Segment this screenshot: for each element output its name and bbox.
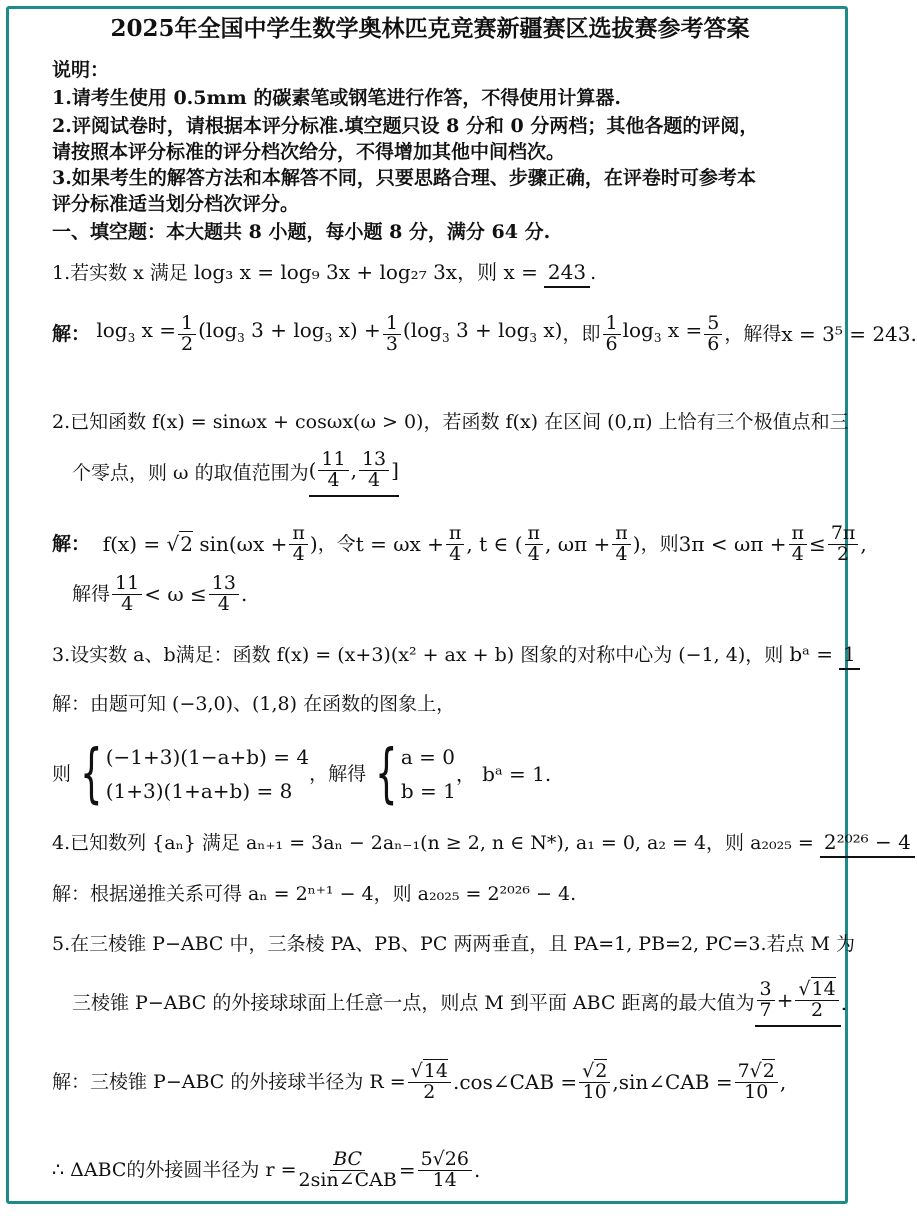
- q3-system: { (−1+3)(1−a+b) = 4 (1+3)(1+a+b) = 8: [80, 737, 310, 811]
- q1-solution: 解： $\log_3 x$ = $\frac{1}{2}$ ($\log_3$ $3 + \log_3 x$) + $\frac{1}{3}$ ($\log_3$ $3 + \log_3 x$) ，即 $\frac{1}{6}$ $\log_3 x$ = $\frac{5}{6}$ ，解得 x = 3⁵ = 243.: [52, 312, 917, 355]
- q2-answer: ( $\frac{11}{4}$ , $\frac{13}{4}$ ]: [309, 450, 399, 497]
- q1-answer: 243: [544, 258, 590, 288]
- q3-solution-1: 解：由题可知 (−3,0)、(1,8) 在函数的图象上，: [52, 693, 456, 715]
- note-3b: 评分标准适当划分档次评分。: [52, 193, 300, 215]
- q5-stem-b: 三棱锥 P−ABC 的外接球球面上任意一点，则点 M 到平面 ABC 距离的最大值为 $\frac{3}{7}$ + $\frac{√14}{2}$ .: [72, 980, 847, 1027]
- q1-equation: log₃ x = log₉ 3x + log₂₇ 3x，则 x =: [193, 260, 538, 284]
- q3-result-system: { a = 0 b = 1: [375, 737, 456, 811]
- q4-answer: 2²⁰²⁶ − 4: [820, 828, 915, 858]
- q4-stem: 4.已知数列 {aₙ} 满足 aₙ₊₁ = 3aₙ − 2aₙ₋₁(n ≥ 2, n ∈ N*), a₁ = 0, a₂ = 4，则 a₂₀₂₅ = 2²⁰²⁶ − 4: [52, 828, 915, 858]
- note-3a: 3.如果考生的解答方法和本解答不同，只要思路合理、步骤正确，在评卷时可参考本: [52, 167, 756, 189]
- note-2a: 2.评阅试卷时，请根据本评分标准.填空题只设 8 分和 0 分两档；其他各题的评阅，: [52, 115, 759, 137]
- q2-solution-2: 解得 $\frac{11}{4}$ < ω ≤ $\frac{13}{4}$ .: [72, 572, 248, 615]
- q5-stem-a: 5.在三棱锥 P−ABC 中，三条棱 PA、PB、PC 两两垂直，且 PA=1, PB=2, PC=3.若点 M 为: [52, 933, 856, 955]
- q5-solution-2: ∴ ΔABC的外接圆半径为 r = $\frac{BC}{\text{2sin∠CAB}}$ = $\frac{5√26}{14}$ .: [52, 1148, 481, 1191]
- note-2b: 请按照本评分标准的评分档次给分，不得增加其他中间档次。: [52, 141, 566, 163]
- q2-stem-a: 2.已知函数 f(x) = sinωx + cosωx(ω > 0)，若函数 f(x) 在区间 (0,π) 上恰有三个极值点和三: [52, 411, 849, 433]
- q1-stem: 1.若实数 x 满足 log₃ x = log₉ 3x + log₂₇ 3x，则 x = 243 .: [52, 258, 596, 288]
- note-1: 1.请考生使用 0.5mm 的碳素笔或钢笔进行作答，不得使用计算器.: [52, 87, 621, 109]
- q2-stem-b: 个零点，则 ω 的取值范围为 ( $\frac{11}{4}$ , $\frac{13}{4}$ ]: [72, 450, 399, 497]
- q5-solution-1: 解：三棱锥 P−ABC 的外接球半径为 R = $\frac{√14}{2}$ .cos∠CAB = $\frac{√2}{10}$ ,sin∠CAB = $\frac{7√2}{10}$ ,: [52, 1060, 787, 1103]
- q4-solution: 解：根据递推关系可得 aₙ = 2ⁿ⁺¹ − 4，则 a₂₀₂₅ = 2²⁰²⁶ − 4.: [52, 883, 577, 905]
- q3-solution-2: 则 { (−1+3)(1−a+b) = 4 (1+3)(1+a+b) = 8 ，解得 { a = 0 b = 1 ， bᵃ = 1.: [52, 737, 552, 811]
- q3-stem: 3.设实数 a、b满足：函数 f(x) = (x+3)(x² + ax + b) 图象的对称中心为 (−1, 4)，则 bᵃ = 1: [52, 640, 860, 670]
- q2-solution: 解： f(x) = √2 sin(ωx + $\frac{\pi}{4}$ ) ，令 t = ωx + $\frac{\pi}{4}$ , t ∈ ( $\frac{\pi}{4}$ , ωπ + $\frac{\pi}{4}$ ) ，则 3π < ωπ + $\frac{\pi}{4}$ ≤ $\frac{7\pi}{2}$ ,: [52, 522, 867, 565]
- page-title: 2025年全国中学生数学奥林匹克竞赛新疆赛区选拔赛参考答案: [110, 15, 750, 42]
- notes-heading: 说明：: [52, 59, 110, 81]
- q3-answer: 1: [839, 640, 860, 670]
- q5-answer: $\frac{3}{7}$ + $\frac{√14}{2}$: [755, 980, 841, 1027]
- section-heading: 一、填空题：本大题共 8 小题，每小题 8 分，满分 64 分.: [52, 221, 551, 243]
